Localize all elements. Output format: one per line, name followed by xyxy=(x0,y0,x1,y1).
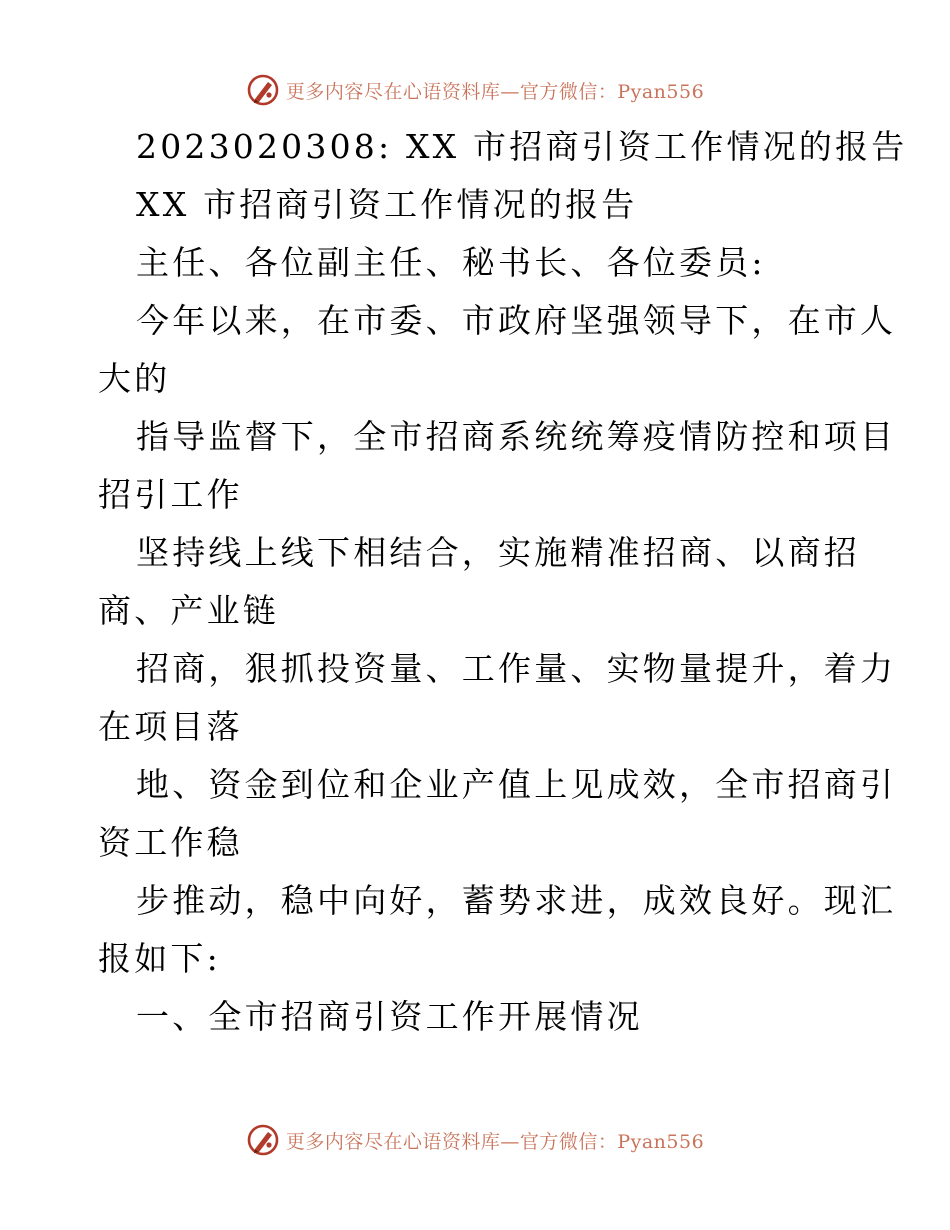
watermark-text: 更多内容尽在心语资料库—官方微信：Pyan556 xyxy=(285,1130,705,1153)
red-pen-logo-icon xyxy=(246,1123,280,1157)
watermark-text: 更多内容尽在心语资料库—官方微信：Pyan556 xyxy=(285,80,705,103)
paragraph-line: 指导监督下，全市招商系统统筹疫情防控和项目 xyxy=(136,417,897,456)
paragraph-line: 在项目落 xyxy=(98,707,243,746)
paragraph-line: 地、资金到位和企业产值上见成效，全市招商引 xyxy=(136,765,897,804)
paragraph-line: 步推动，稳中向好，蓄势求进，成效良好。现汇 xyxy=(136,881,897,920)
paragraph-line: 今年以来，在市委、市政府坚强领导下，在市人 xyxy=(136,301,897,340)
section-heading: 一、全市招商引资工作开展情况 xyxy=(136,997,643,1036)
paragraph-line: 招引工作 xyxy=(98,475,243,514)
paragraph-line: 资工作稳 xyxy=(98,823,243,862)
paragraph-line: 招商，狠抓投资量、工作量、实物量提升，着力 xyxy=(136,649,897,688)
paragraph-line: 报如下: xyxy=(98,939,221,978)
paragraph-line: 商、产业链 xyxy=(98,591,279,630)
doc-title-line: 2023020308: XX 市招商引资工作情况的报告 xyxy=(136,127,908,166)
paragraph-line: 大的 xyxy=(98,359,171,398)
salutation: 主任、各位副主任、秘书长、各位委员: xyxy=(136,243,766,282)
paragraph-line: 坚持线上线下相结合，实施精准招商、以商招 xyxy=(136,533,860,572)
doc-heading: XX 市招商引资工作情况的报告 xyxy=(136,185,638,224)
header-watermark xyxy=(0,70,950,110)
red-pen-logo-icon xyxy=(246,73,280,107)
footer-watermark xyxy=(0,1120,950,1160)
